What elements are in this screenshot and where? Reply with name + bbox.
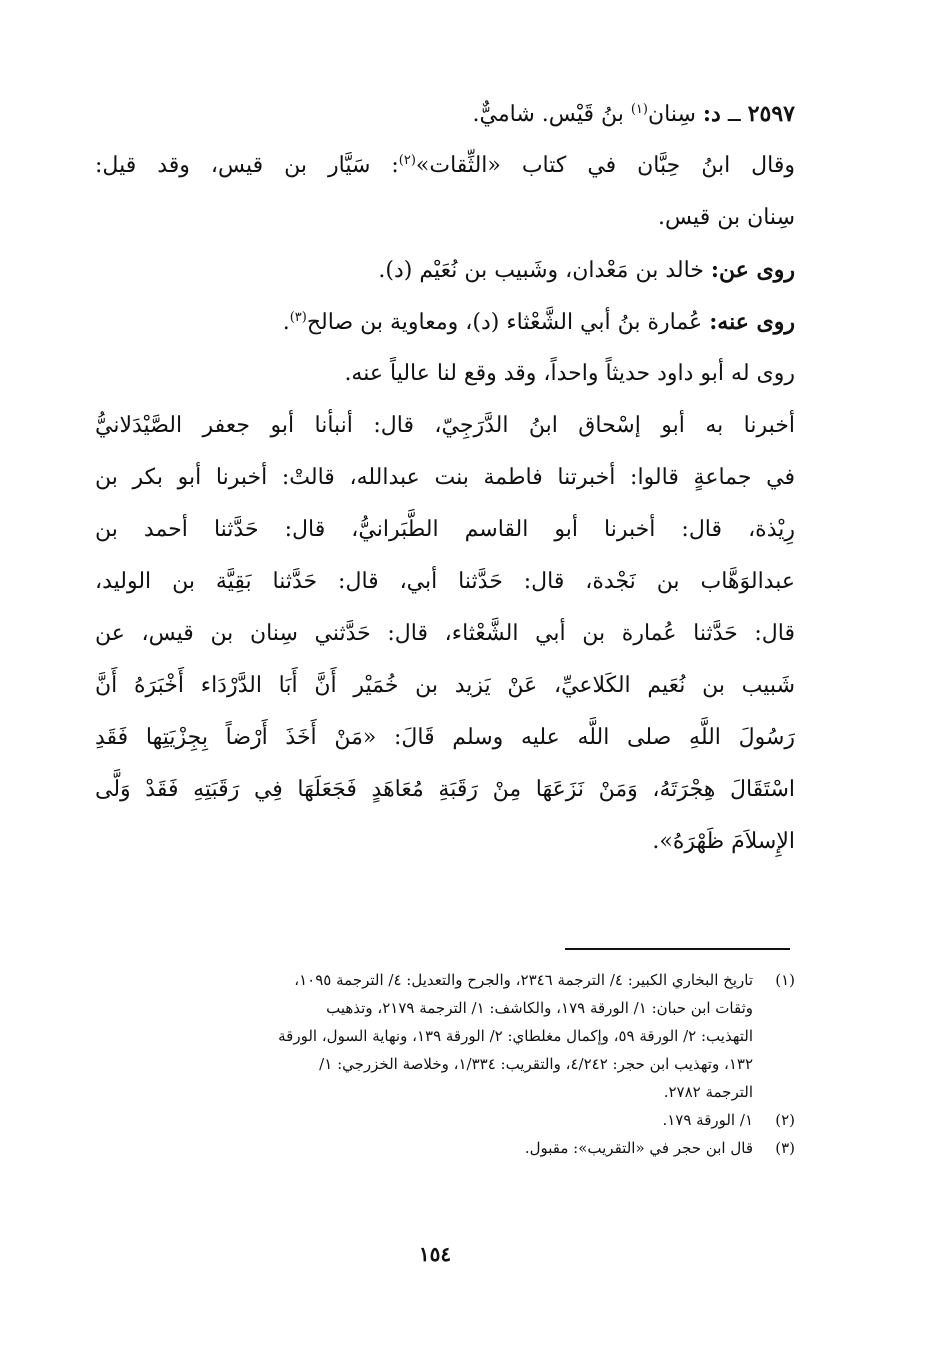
- entry-name-rest: بنُ قَيْس. شاميٌّ.: [472, 102, 624, 127]
- footnote-1-number: (١): [775, 971, 795, 989]
- ibn-hibban-text-b: : سَيَّار بن قيس، وقد قيل:: [95, 153, 399, 178]
- footnote-1-line: التهذيب: ٢/ الورقة ٥٩، وإكمال مغلطاي: ٢/ الورقة ١٣٩، ونهاية السول، الورقة: [278, 1027, 753, 1045]
- page-number: ١٥٤: [418, 1242, 452, 1266]
- isnad-line: شَبيب بن نُعَيم الكَلاعيِّ، عَنْ يَزيد بن خُمَيْر أَنَّ أَبَا الدَّرْدَاء أَخْبَرَهُ أَنَّ: [95, 673, 795, 698]
- hadith-line: اسْتَقَالَ هِجْرَتَهُ، وَمَنْ نَزَعَهَا مِنْ رَقَبَةِ مُعَاهَدٍ فَجَعَلَهَا فِي رَقَبَتِهِ فَقَدْ وَلَّى: [95, 777, 795, 802]
- narrated-by-text: عُمارة بنُ أبي الشَّعْثاء (د)، ومعاوية بن صالح: [306, 310, 703, 335]
- footnote-separator: [565, 948, 790, 950]
- footnote-1-line: ١٣٢، وتهذيب ابن حجر: ٤/٢٤٢، والتقريب: ١/٣٣٤، وخلاصة الخزرجي: ١/: [319, 1055, 753, 1073]
- narrated-from-label: روى عن:: [710, 257, 795, 283]
- entry-name: سِنان: [647, 102, 696, 127]
- entry-number: ٢٥٩٧: [747, 101, 795, 127]
- footnote-3-number: (٣): [775, 1139, 795, 1157]
- isnad-line: عبدالوَهَّاب بن نَجْدة، قال: حَدَّثنا أبي، قال: حَدَّثنا بَقِيَّة بن الوليد،: [95, 569, 795, 594]
- footnote-3-text: قال ابن حجر في «التقريب»: مقبول.: [524, 1139, 753, 1157]
- footnote-1-line: [95, 966, 795, 994]
- entry-heading: [95, 88, 795, 140]
- narrated-by-label: روى عنه:: [709, 309, 795, 335]
- main-text: [95, 88, 795, 868]
- narrated-from-text: خالد بن مَعْدان، وشَبيب بن نُعَيْم (د).: [378, 258, 704, 283]
- footnote-ref-2: (٢): [398, 153, 416, 168]
- entry-dash: ــ: [727, 102, 741, 127]
- footnote-1-line: وثقات ابن حبان: ١/ الورقة ١٧٩، والكاشف: ١/ الترجمة ٢١٧٩، وتذهيب: [326, 999, 753, 1017]
- footnote-2-line: [95, 1106, 795, 1134]
- footnote-3-line: [95, 1134, 795, 1162]
- abu-dawud-line: روى له أبو داود حديثاً واحداً، وقد وقع لنا عالياً عنه.: [344, 361, 795, 386]
- isnad-line: قال: حَدَّثنا عُمارة بن أبي الشَّعْثاء، قال: حَدَّثني سِنان بن قيس، عن: [95, 621, 795, 646]
- hadith-line: رَسُولَ اللَّهِ صلى اللَّه عليه وسلم قَالَ: «مَنْ أَخَذَ أَرْضاً بِجِزْيَتِها فَقَدِ: [95, 725, 795, 750]
- narrated-by-end: .: [282, 310, 290, 335]
- entry-source-code: د:: [702, 101, 721, 127]
- narrated-by-line: [95, 296, 795, 348]
- footnote-ref-1: (١): [630, 102, 648, 117]
- footnote-2-text: ١/ الورقة ١٧٩.: [662, 1111, 753, 1129]
- footnotes: [95, 966, 795, 1162]
- footnote-2-number: (٢): [775, 1111, 795, 1129]
- ibn-hibban-text-a: وقال ابنُ حِبَّان في كتاب «الثِّقات»: [415, 153, 795, 178]
- footnote-ref-3: (٣): [289, 310, 307, 325]
- footnote-1-text: تاريخ البخاري الكبير: ٤/ الترجمة ٢٣٤٦، والجرح والتعديل: ٤/ الترجمة ١٠٩٥،: [294, 971, 753, 989]
- narrated-from-line: [95, 244, 795, 296]
- hadith-line: الإِسلاَمَ ظَهْرَهُ».: [652, 829, 795, 854]
- isnad-line: في جماعةٍ قالوا: أخبرتنا فاطمة بنت عبدالله، قالتْ: أخبرنا أبو بكر بن: [95, 465, 795, 490]
- footnote-1-line: الترجمة ٢٧٨٢.: [663, 1083, 753, 1101]
- isnad-line: رِيْذة، قال: أخبرنا أبو القاسم الطَّبَرانيُّ، قال: حَدَّثنا أحمد بن: [95, 517, 795, 542]
- isnad-line: أخبرنا به أبو إسْحاق ابنُ الدَّرَجِيّ، قال: أنبأنا أبو جعفر الصَّيْدَلانيُّ: [95, 413, 795, 438]
- ibn-hibban-line: [95, 140, 795, 192]
- ibn-hibban-line-2: سِنان بن قيس.: [658, 205, 795, 230]
